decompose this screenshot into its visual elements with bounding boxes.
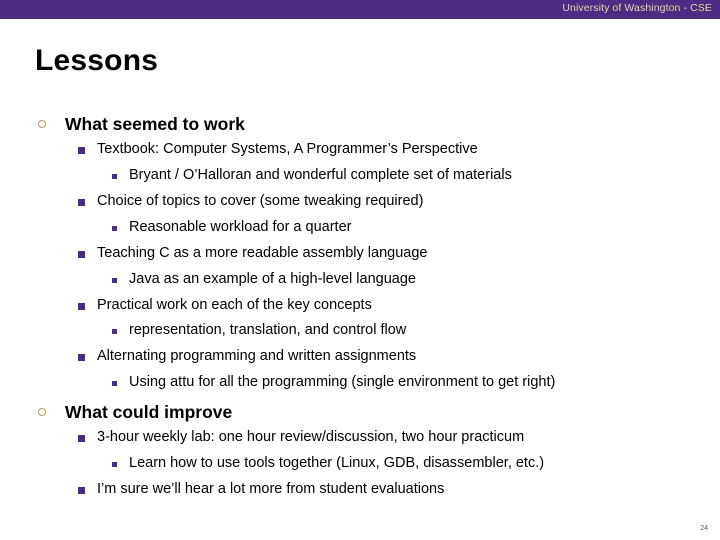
list-item: Practical work on each of the key concepts [97,297,372,313]
square-bullet-icon [78,251,85,258]
list-subitem: Bryant / O’Halloran and wonderful complete set of materials [129,167,512,183]
section-heading: What seemed to work [65,114,245,134]
square-bullet-icon [78,303,85,310]
list-subitem: Reasonable workload for a quarter [129,219,352,235]
list-item: Textbook: Computer Systems, A Programmer’s Perspective [97,141,478,157]
list-subitem: Java as an example of a high-level language [129,271,416,287]
small-square-bullet-icon [112,381,117,386]
slide-title: Lessons [35,44,159,77]
small-square-bullet-icon [112,174,117,179]
square-bullet-icon [78,147,85,154]
list-item: 3-hour weekly lab: one hour review/discussion, two hour practicum [97,429,525,445]
section-heading: What could improve [65,402,233,422]
list-item: Choice of topics to cover (some tweaking required) [97,193,424,209]
small-square-bullet-icon [112,278,117,283]
list-item: I’m sure we’ll hear a lot more from student evaluations [97,481,445,497]
list-item: Alternating programming and written assignments [97,348,417,364]
small-square-bullet-icon [112,462,117,467]
header-bar [0,0,720,19]
small-square-bullet-icon [112,226,117,231]
ring-bullet-icon [38,120,46,128]
list-subitem: Using attu for all the programming (single environment to get right) [129,374,556,390]
list-item: Teaching C as a more readable assembly language [97,245,428,261]
square-bullet-icon [78,435,85,442]
list-subitem: Learn how to use tools together (Linux, GDB, disassembler, etc.) [129,455,545,471]
small-square-bullet-icon [112,329,117,334]
page-number: 24 [700,525,708,532]
square-bullet-icon [78,354,85,361]
square-bullet-icon [78,199,85,206]
ring-bullet-icon [38,408,46,416]
list-subitem: representation, translation, and control flow [129,322,407,338]
affiliation-label: University of Washington - CSE [562,2,712,14]
square-bullet-icon [78,487,85,494]
